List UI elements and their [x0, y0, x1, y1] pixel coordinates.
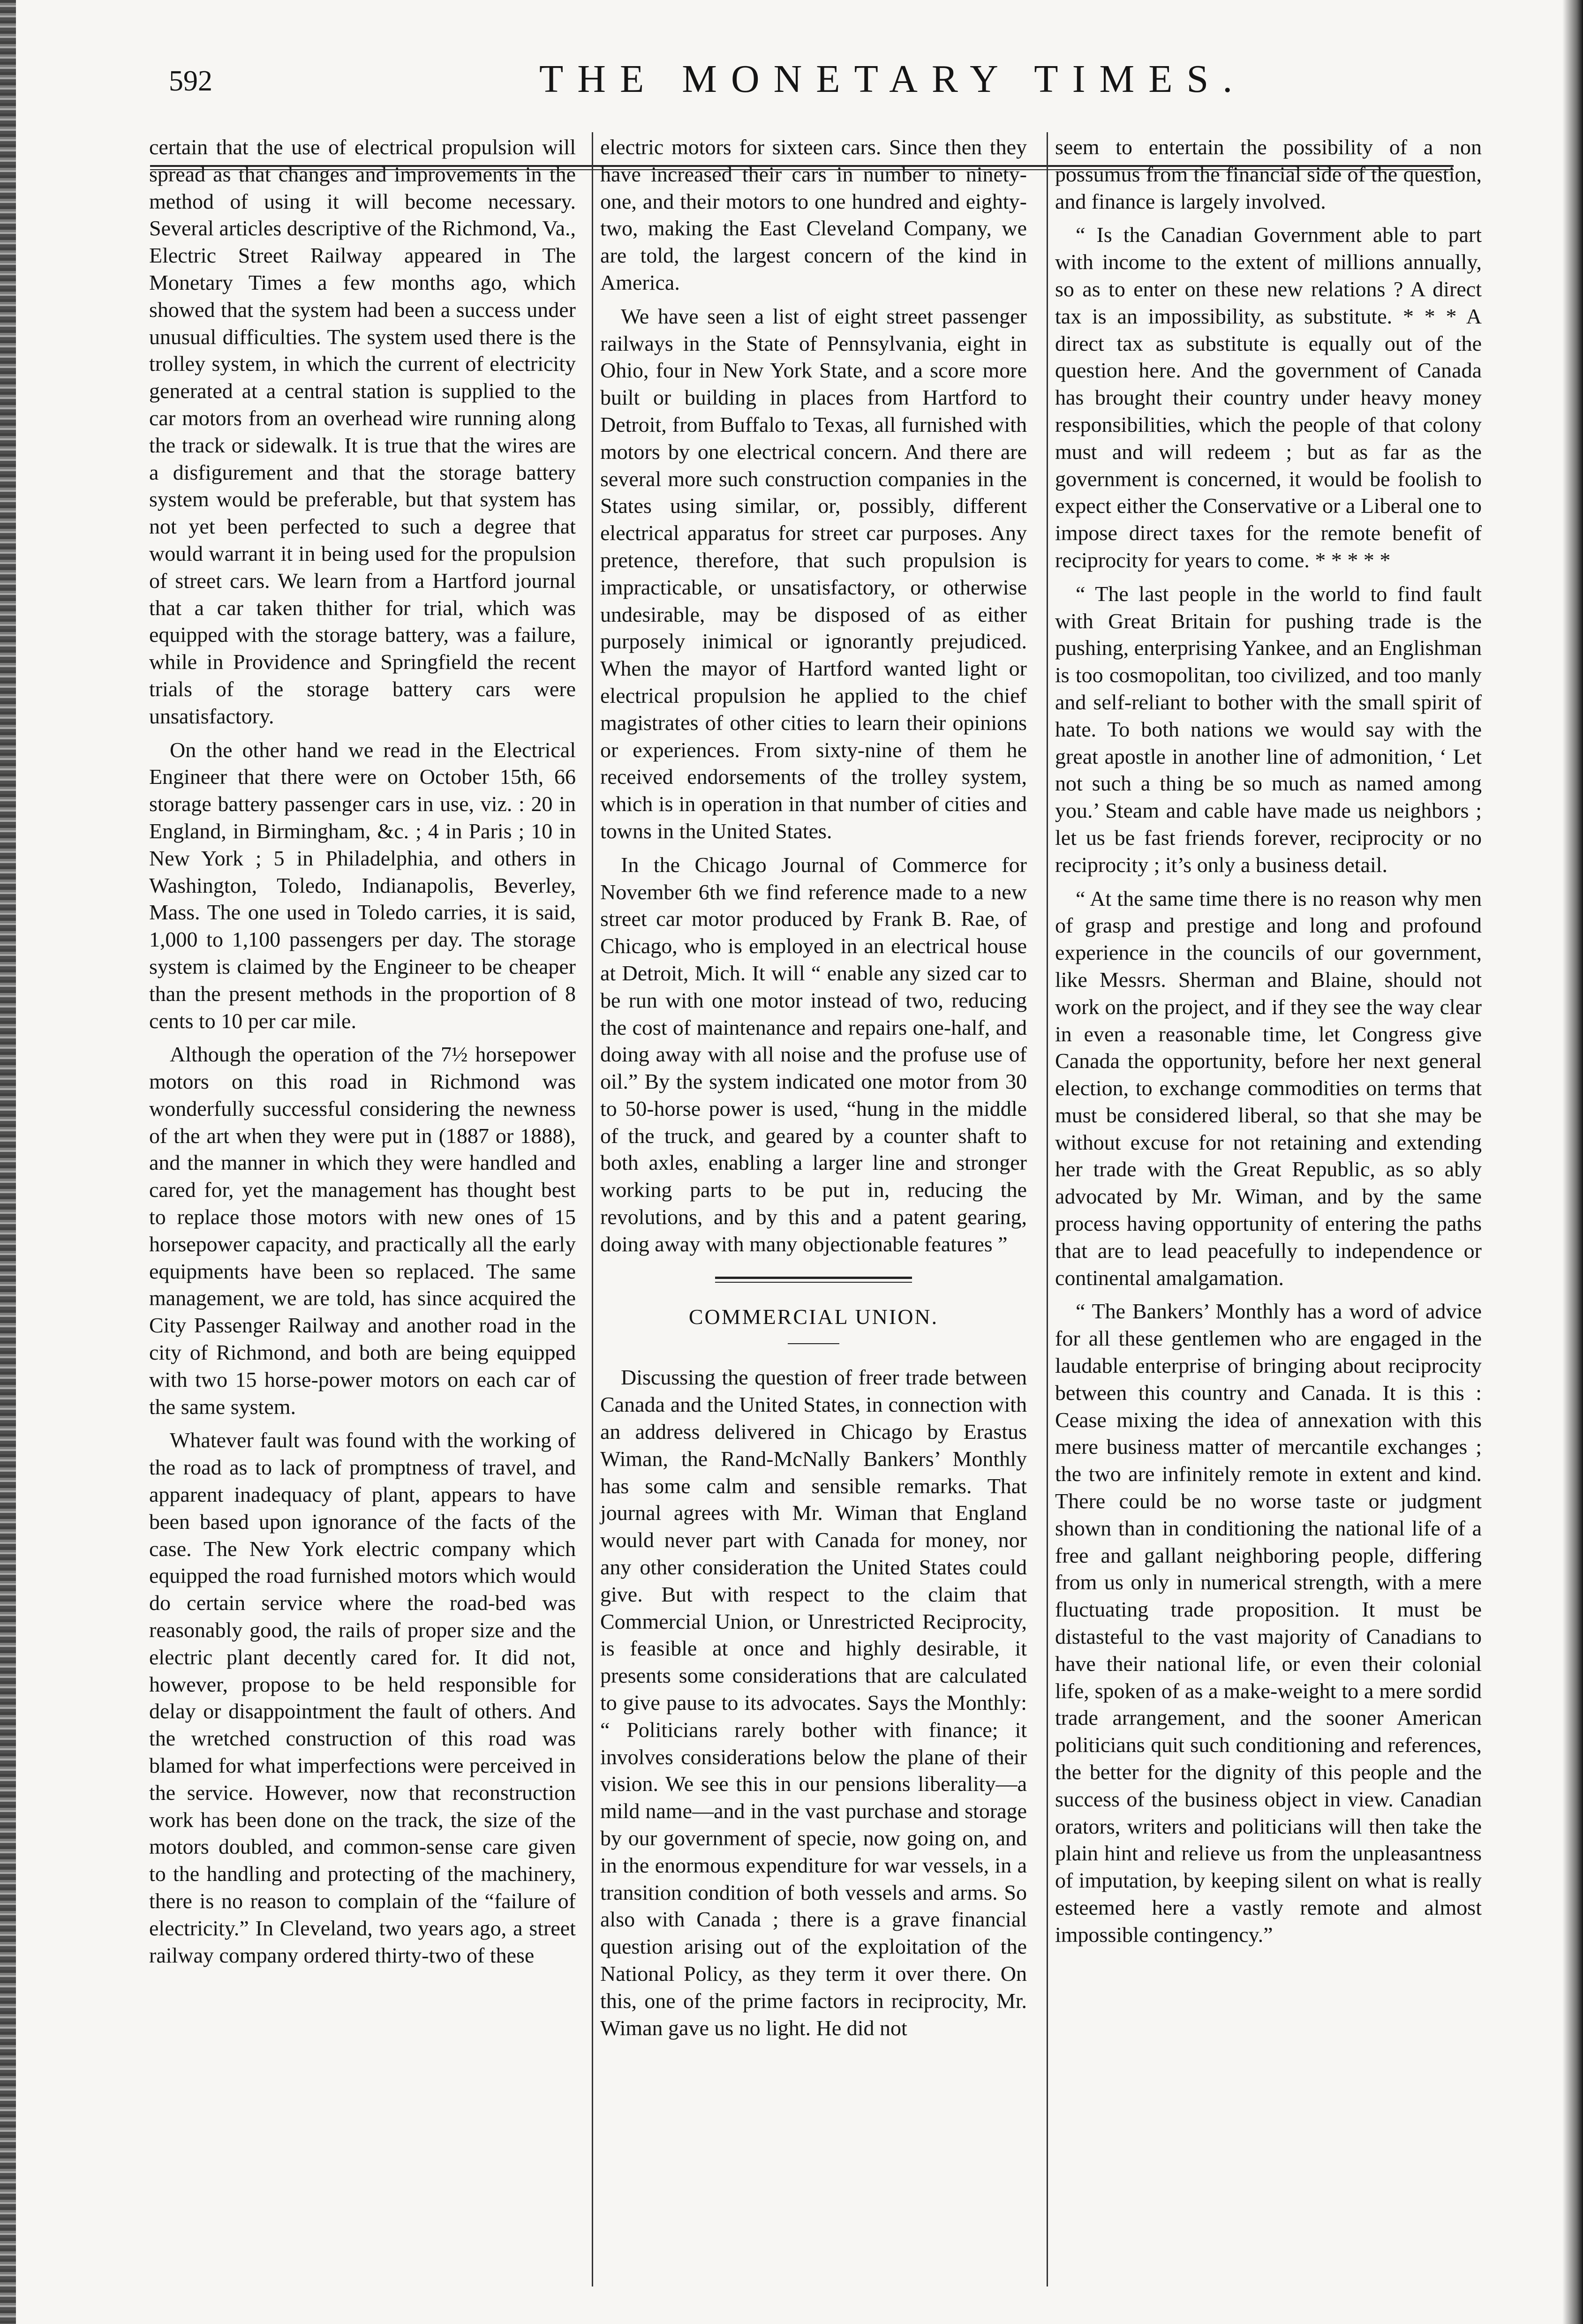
scan-edge-right: [1562, 0, 1583, 2324]
column-1: [149, 134, 576, 1975]
col2-paragraph-3: In the Chicago Journal of Commerce for November 6th we find reference made to a new street car motor produced by Frank B. Rae, of Chicago, who is employed in an electrical house at Detroit, Mich. It will “ enable any sized car to be run with one motor instead of two, reducing the cost of maintenance and repairs one-half, and doing away with all noise and the profuse use of oil.” By the system indicated one motor from 30 to 50-horse power is used, “hung in the middle of the truck, and geared by a counter shaft to both axles, enabling a larger line and stronger working parts to be put in, reducing the revolutions, and by this and a patent gearing, doing away with many objectionable features ”: [600, 852, 1027, 1256]
col2-paragraph-1: electric motors for sixteen cars. Since then they have increased their cars in number to ninety-one, and their motors to one hundred and eighty-two, making the East Cleveland Company, we are told, the largest concern of the kind in America.: [600, 135, 1027, 294]
section-divider-thick: [715, 1277, 912, 1283]
col3-paragraph-4: “ At the same time there is no reason why men of grasp and prestige and long and profound experience in the councils of our government, like Messrs. Sherman and Blaine, should not work on the project, and if they see the way clear in even a reasonable time, let Congress give Canada the opportunity, before her next general election, to exchange commodities on terms that must be considered liberal, so that she may be without excuse for not retaining and extending her trade with the Great Republic, as so ably advocated by Mr. Wiman, and by the same process having opportunity of entering the paths that are to lead peacefully to independence or continental amalgamation.: [1055, 886, 1482, 1290]
page-number: 592: [169, 65, 212, 97]
col2-paragraph-2: We have seen a list of eight street passenger railways in the State of Pennsylvania, eight in Ohio, four in New York State, and a score more built or building in places from Hartford to Detroit, from Buffalo to Texas, all furnished with motors by one electrical concern. And there are several more such construction companies in the States using similar, or, possibly, different electrical apparatus for street car purposes. Any pretence, therefore, that such propulsion is impracticable, or unsatisfactory, or otherwise undesirable, may be disposed of as either purposely inimical or ignorantly prejudiced. When the mayor of Hartford wanted light or electrical propulsion he applied to the chief magistrates of other cities to learn their opinions or experiences. From sixty-nine of them he received endorsements of the trolley system, which is in operation in that number of cities and towns in the United States.: [600, 304, 1027, 843]
col1-paragraph-2: On the other hand we read in the Electrical Engineer that there were on October 15th, 66 storage battery passenger cars in use, viz. : 20 in England, in Birmingham, &c. ; 4 in Paris ; 10 in New York ; 5 in Philadelphia, and others in Washington, Toledo, Indianapolis, Beverley, Mass. The one used in Toledo carries, it is said, 1,000 to 1,100 passengers per day. The storage system is claimed by the Engineer to be cheaper than the present methods in the proportion of 8 cents to 10 per car mile.: [149, 737, 576, 1033]
scan-edge-left: [0, 0, 16, 2324]
section-divider-thin: [788, 1343, 839, 1344]
col3-paragraph-1: seem to entertain the possibility of a non possumus from the financial side of the question, and finance is largely involved.: [1055, 135, 1482, 213]
column-rule-1: [592, 132, 593, 2286]
col2-paragraph-4: Discussing the question of freer trade between Canada and the United States, in connection with an address delivered in Chicago by Erastus Wiman, the Rand-McNally Bankers’ Monthly has some calm and sensible remarks. That journal agrees with Mr. Wiman that England would never part with Canada for money, nor any other consideration the United States could give. But with respect to the claim that Commercial Union, or Unrestricted Reciprocity, is feasible at once and highly desirable, it presents some considerations that are calculated to give pause to its advocates. Says the Monthly: “ Politicians rarely bother with finance; it involves considerations below the plane of their vision. We see this in our pensions liberality—a mild name—and in the vast purchase and storage by our government of specie, now going on, and in the enormous expenditure for war vessels, in a transition condition of both vessels and arms. So also with Canada ; there is a grave financial question arising out of the exploitation of the National Policy, as they term it over there. On this, one of the prime factors in reciprocity, Mr. Wiman gave us no light. He did not: [600, 1365, 1027, 2040]
column-3: [1055, 134, 1482, 1955]
masthead-title: THE MONETARY TIMES.: [539, 57, 1247, 101]
column-rule-2: [1047, 132, 1048, 2286]
page-header: [0, 56, 1583, 122]
section-heading-commercial-union: COMMERCIAL UNION.: [688, 1304, 939, 1329]
col1-paragraph-4: Whatever fault was found with the working of the road as to lack of promptness of travel, and apparent inadequacy of plant, appears to have been based upon ignorance of the facts of the case. The New York electric company which equipped the road furnished motors which would do certain service where the road-bed was reasonably good, the rails of proper size and the electric plant decently cared for. It did not, however, propose to be held responsible for delay or disappointment the fault of others. And the wretched construction of this road was blamed for what imperfections were perceived in the service. However, now that reconstruction work has been done on the track, the size of the motors doubled, and common-sense care given to the handling and protecting of the machinery, there is no reason to complain of the “failure of electricity.” In Cleveland, two years ago, a street railway company ordered thirty-two of these: [149, 1428, 576, 1967]
col3-paragraph-2: “ Is the Canadian Government able to part with income to the extent of millions annually, so as to enter on these new relations ? A direct tax is an impossibility, as substitute. * * * A direct tax as substitute is equally out of the question here. And the government of Canada has brought their country under heavy money responsibilities, which the people of that colony must and will redeem ; but as far as the government is concerned, it would be foolish to expect either the Conservative or a Liberal one to impose direct taxes for the remote benefit of reciprocity for years to come. * * * * *: [1055, 223, 1482, 572]
col3-paragraph-5: “ The Bankers’ Monthly has a word of advice for all these gentlemen who are engaged in the laudable enterprise of bringing about reciprocity between this country and Canada. It is this : Cease mixing the idea of annexation with this mere business matter of mercantile exchanges ; the two are infinitely remote in extent and kind. There could be no worse taste or judgment shown than in conditioning the national life of a free and gallant neighboring people, differing from us only in numerical strength, with a mere fluctuating trade proposition. It must be distasteful to the vast majority of Canadians to have their national life, or even their colonial life, spoken of as a make-weight to a mere sordid trade arrangement, and the sooner American politicians quit such conditioning and references, the better for the dignity of this people and the success of the business object in view. Canadian orators, writers and politicians will then take the plain hint and relieve us from the unpleasantness of imputation, by keeping silent on what is really esteemed here a vastly remote and almost impossible contingency.”: [1055, 1299, 1482, 1947]
col1-paragraph-3: Although the operation of the 7½ horsepower motors on this road in Richmond was wonderfully successful considering the newness of the art when they were put in (1887 or 1888), and the manner in which they were handled and cared for, yet the management has thought best to replace those motors with new ones of 15 horsepower capacity, and practically all the early equipments have been so replaced. The same management, we are told, has since acquired the City Passenger Railway and another road in the city of Richmond, and both are being equipped with two 15 horse-power motors on each car of the same system.: [149, 1042, 576, 1419]
column-2: [600, 134, 1027, 2048]
col1-paragraph-1: certain that the use of electrical propulsion will spread as that changes and improvements in the method of using it will become necessary. Several articles descriptive of the Richmond, Va., Electric Street Railway appeared in The Monetary Times a few months ago, which showed that the system had been a success under unusual difficulties. The system used there is the trolley system, in which the current of electricity generated at a central station is supplied to the car motors from an overhead wire running along the track or sidewalk. It is true that the wires are a disfigurement and that the storage battery system would be preferable, but that system has not yet been perfected to such a degree that would warrant it in being used for the propulsion of street cars. We learn from a Hartford journal that a car taken thither for trial, which was equipped with the storage battery, was a failure, while in Providence and Springfield the recent trials of the storage battery cars were unsatisfactory.: [149, 135, 576, 728]
col3-paragraph-3: “ The last people in the world to find fault with Great Britain for pushing trade is the pushing, enterprising Yankee, and an Englishman is too cosmopolitan, too civilized, and too manly and self-reliant to bother with the small spirit of hate. To both nations we would say with the great apostle in another line of admonition, ‘ Let not such a thing be so much as named among you.’ Steam and cable have made us neighbors ; let us be fast friends forever, reciprocity or no reciprocity ; it’s only a business detail.: [1055, 581, 1482, 877]
